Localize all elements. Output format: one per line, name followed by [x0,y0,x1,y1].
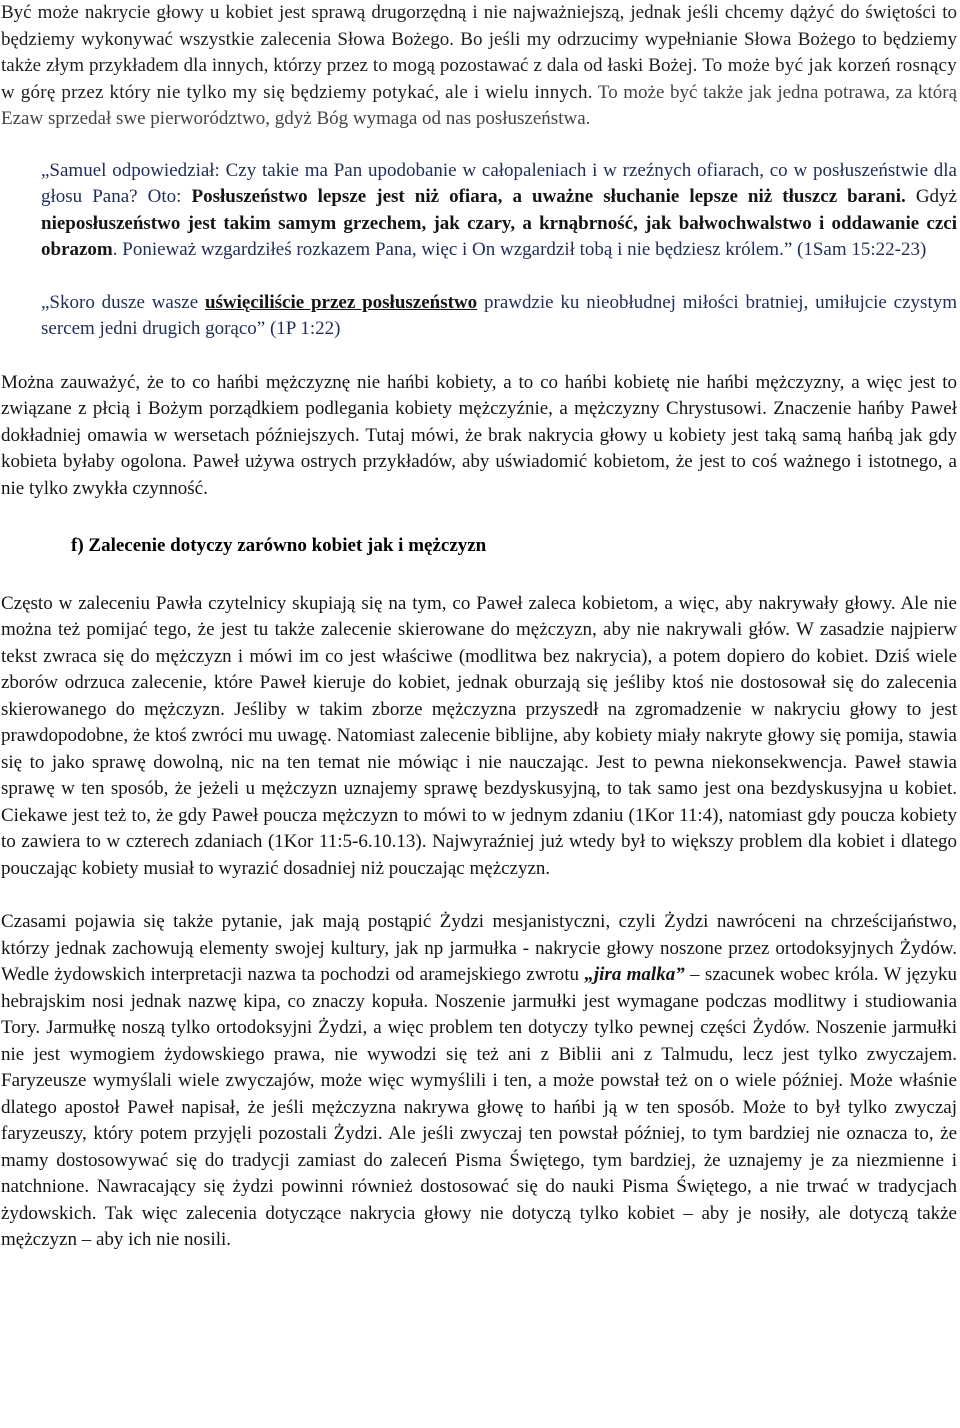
intro-sentence-3: To może być jak korzeń rosnący w górę przez który nie tylko my się będziemy potykać, ale i wielu innych. [1,55,957,103]
section-heading: f) Zalecenie dotyczy zarówno kobiet jak i mężczyzn [71,535,487,556]
body-paragraph-messianic-jews [1,909,957,1254]
paragraph-text: – szacunek wobec króla. W języku hebrajskim nosi jednak nazwę kipa, co znaczy kopuła. Noszenie jarmułki jest wymagane podczas modlitwy i studiowania Tory. Jarmułkę noszą tylko ortodoksyjni Żydzi, a więc problem ten dotyczy tylko pewnej części Żydów. Noszenie jarmułki nie jest wymogiem żydowskiego prawa, nie wywodzi się też ani z Biblii ani z Talmudu, lecz jest tylko zwyczajem. Faryzeusze wymyślali wiele zwyczajów, może więc wymyślili i ten, a może powstał też on o wiele później. Może właśnie dlatego apostoł Paweł napisał, że jeśli mężczyzna nakrywa głowę to hańbi ją w ten sposób. Może to był tylko zwyczaj faryzeuszy, który potem przyjęli pozostali Żydzi. Ale jeśli zwyczaj ten powstał później, to tym bardziej nie oznacza to, że mamy dostosowywać się do tradycji zamiast do zaleceń Pisma Świętego, tym bardziej, że uznajemy je za niezmienne i natchnione. Nawracający się żydzi powinni również dostosować się do nauki Pisma Świętego, a nie trwać w tradycjach żydowskich. Tak więc zalecenia dotyczące nakrycia głowy nie dotyczą tylko kobiet – aby je nosiły, ale dotyczą także mężczyzn – aby ich nie nosili. [1,964,957,1250]
scripture-quote-1samuel [41,158,957,264]
body-paragraph-men-and-women: Często w zaleceniu Pawła czytelnicy skupiają się na tym, co Paweł zaleca kobietom, a więc, aby nakrywały głowy. Ale nie można też pomijać tego, że jest tu także zalecenie skierowane do mężczyzn, aby nie nakrywali głów. W zasadzie najpierw tekst zwraca się do mężczyzn i mówi im co jest właściwe (modlitwa bez nakrycia), a potem dopiero do kobiet. Dziś wiele zborów odrzuca zalecenie, które Paweł kieruje do kobiet, jednak oburzają się jeśliby ktoś nie dostosował się do zalecenia skierowanego do mężczyzn. Jeśliby w takim zborze mężczyzna przyszedł na zgromadzenie w nakryciu głowy to jest prawdopodobne, że ktoś zwróci mu uwagę. Natomiast zalecenie biblijne, aby kobiety miały nakryte głowy się pomija, stawia się to jako sprawę dowolną, nic na ten temat nie mówiąc i nie nauczając. Jest to pewna niekonsekwencja. Paweł stawia sprawę w ten sposób, że jeżeli u mężczyzn uznajemy sprawę bezdyskusyjną, to tak samo jest ona bezdyskusyjna u kobiet. Ciekawe jest też to, że gdy Paweł poucza mężczyzn to mówi to w jednym zdaniu (1Kor 11:4), natomiast gdy poucza kobiety to zawiera to w czterech zdaniach (1Kor 11:5-6.10.13). Najwyraźniej już wtedy był to większy problem dla kobiet i dlatego pouczając kobiety musiał to wyrazić dosadniej niż pouczając mężczyzn. [1,592,957,879]
intro-sentence-4: To może być także jak jedna potrawa, za którą Ezaw sprzedał swe pierworództwo, gdyż Bóg wymaga od nas posłuszeństwa. [1,81,957,129]
intro-sentence-2: Bo jeśli my odrzucimy wypełnianie Słowa Bożego to będziemy także złym przykładem dla innych, którzy przez to mogą pozostawać z dala od łaski Bożej. [1,28,957,76]
intro-paragraph [1,0,957,133]
quote-text: „Samuel odpowiedział: Czy takie ma Pan upodobanie w całopaleniach i w rzeźnych ofiarach, co w posłuszeństwie dla głosu Pana? Oto: [41,159,957,207]
spacer [1,343,957,370]
quote-text: prawdzie ku nieobłudnej miłości bratniej, umiłujcie czystym sercem jedni drugich gorąco” (1P 1:22) [41,291,957,339]
scripture-quote-1peter [41,290,957,343]
quote-text: Gdyż [905,186,957,207]
hebrew-term: „jira malka” [584,964,685,985]
quote-text: „Skoro dusze wasze [41,291,205,313]
spacer [1,882,957,909]
paragraph-text: Czasami pojawia się także pytanie, jak mają postąpić Żydzi mesjanistyczni, czyli Żydzi nawróceni na chrześcijaństwo, którzy jednak zachowują elementy swojej kultury, jak np jarmułka - nakrycie głowy noszone przez ortodoksyjnych Żydów. Wedle żydowskich interpretacji nazwa ta pochodzi od aramejskiego zwrotu [1,911,957,985]
intro-sentence-1: Być może nakrycie głowy u kobiet jest sprawą drugorzędną i nie najważniejszą, jednak jeśli chcemy dążyć do świętości to będziemy wykonywać wszystkie zalecenia Słowa Bożego. [1,2,957,50]
spacer [1,502,957,533]
quote-text: . Ponieważ wzgardziłeś rozkazem Pana, więc i On wzgardził tobą i nie będziesz królem.” (1Sam 15:22-23) [112,239,927,260]
quote-emphasis: nieposłuszeństwo jest takim samym grzechem, jak czary, a krnąbrność, jak bałwochwalstwo i oddawanie czci obrazom [41,212,957,260]
spacer [1,133,957,158]
quote-emphasis: uświęciliście przez posłuszeństwo [204,291,478,313]
quote-emphasis: Posłuszeństwo lepsze jest niż ofiara, a uważne słuchanie lepsze niż tłuszcz barani. [191,186,906,207]
body-paragraph-shame: Można zauważyć, że to co hańbi mężczyznę nie hańbi kobiety, a to co hańbi kobietę nie hańbi mężczyzny, a więc jest to związane z płcią i Bożym porządkiem podlegania kobiety mężczyźnie, a mężczyzny Chrystusowi. Znaczenie hańby Paweł dokładniej omawia w wersetach późniejszych. Tutaj mówi, że brak nakrycia głowy u kobiety jest taką samą hańbą jak gdy kobieta byłaby ogolona. Paweł używa ostrych przykładów, aby uświadomić kobietom, że jest to coś ważnego i istotnego, a nie tylko zwykła czynność. [1,371,957,499]
spacer [1,264,957,290]
spacer [1,560,957,591]
